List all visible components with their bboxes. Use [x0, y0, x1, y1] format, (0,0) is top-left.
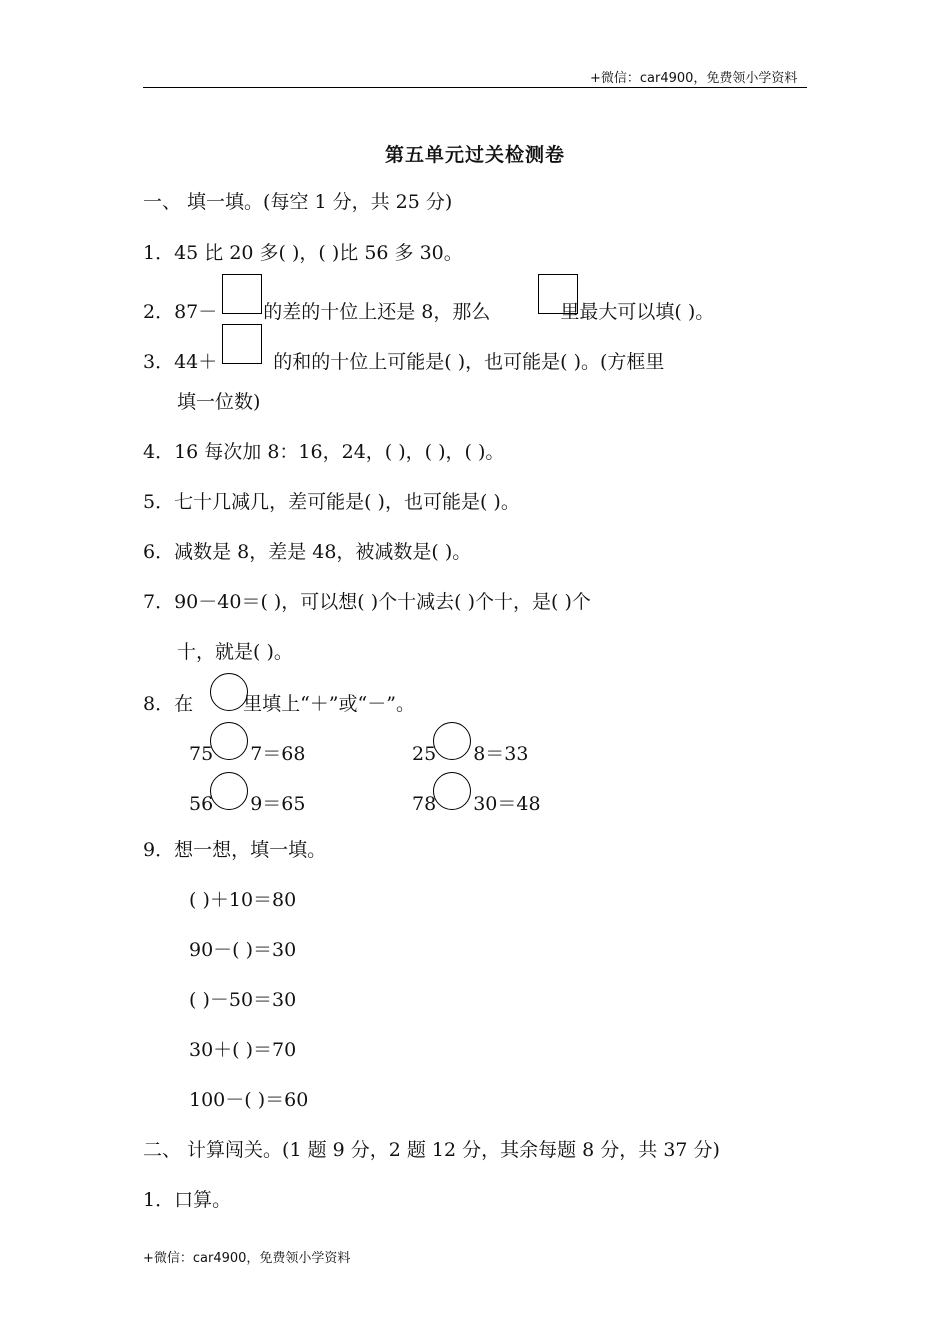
- q8-item: [412, 789, 541, 816]
- question-8-part-a: 8．在: [143, 693, 194, 715]
- q8-item-right: 30＝48: [473, 793, 541, 815]
- operator-circle[interactable]: [210, 772, 248, 810]
- operator-circle[interactable]: [210, 722, 248, 760]
- question-8-part-b: 里填上“＋”或“－”。: [243, 693, 415, 715]
- question-5: 5．七十几减几，差可能是( )，也可能是( )。: [143, 491, 520, 513]
- question-2-part-c: 里最大可以填( )。: [560, 301, 715, 323]
- q9-line: ( )＋10＝80: [189, 889, 297, 911]
- question-3-part-a: 3．44＋: [143, 351, 218, 373]
- page-title: 第五单元过关检测卷: [384, 144, 565, 166]
- operator-circle[interactable]: [210, 673, 248, 711]
- header-note: +微信：car4900，免费领小学资料: [590, 71, 798, 86]
- q9-line: 30＋( )＝70: [189, 1039, 297, 1061]
- q8-item-left: 75: [189, 743, 214, 765]
- question-7-continuation: 十，就是( )。: [177, 641, 293, 663]
- q9-line: ( )－50＝30: [189, 989, 297, 1011]
- q8-item-left: 78: [412, 793, 437, 815]
- section-1-heading: 一、 填一填。(每空 1 分，共 25 分): [143, 191, 453, 213]
- question-2-part-b: 的差的十位上还是 8，那么: [263, 301, 491, 323]
- q8-item-right: 9＝65: [250, 793, 306, 815]
- question-9: 9．想一想，填一填。: [143, 839, 327, 861]
- question-6: 6．减数是 8，差是 48，被减数是( )。: [143, 541, 472, 563]
- q9-line: 90－( )＝30: [189, 939, 297, 961]
- question-3-continuation: 填一位数): [177, 391, 261, 413]
- question-4: 4．16 每次加 8：16，24，( )，( )，( )。: [143, 441, 505, 463]
- q8-item-right: 8＝33: [473, 743, 529, 765]
- q8-item-left: 25: [412, 743, 437, 765]
- question-8: [143, 689, 415, 716]
- question-2-part-a: 2．87－: [143, 301, 218, 323]
- answer-box[interactable]: [222, 324, 262, 364]
- answer-box[interactable]: [538, 274, 578, 314]
- section-2-heading: 二、 计算闯关。(1 题 9 分，2 题 12 分，其余每题 8 分，共 37 分): [143, 1139, 720, 1161]
- footer-note: +微信：car4900，免费领小学资料: [143, 1251, 351, 1266]
- question-7: 7．90－40＝( )，可以想( )个十减去( )个十，是( )个: [143, 591, 591, 613]
- question-3-part-b: 的和的十位上可能是( )，也可能是( )。(方框里: [273, 351, 665, 373]
- answer-box[interactable]: [222, 274, 262, 314]
- header-rule: [143, 87, 807, 88]
- operator-circle[interactable]: [433, 722, 471, 760]
- q9-line: 100－( )＝60: [189, 1089, 309, 1111]
- question-1: 1．45 比 20 多( )，( )比 56 多 30。: [143, 242, 463, 264]
- q8-item-right: 7＝68: [250, 743, 306, 765]
- section-2-question-1: 1．口算。: [143, 1189, 232, 1211]
- q8-item-left: 56: [189, 793, 214, 815]
- operator-circle[interactable]: [433, 772, 471, 810]
